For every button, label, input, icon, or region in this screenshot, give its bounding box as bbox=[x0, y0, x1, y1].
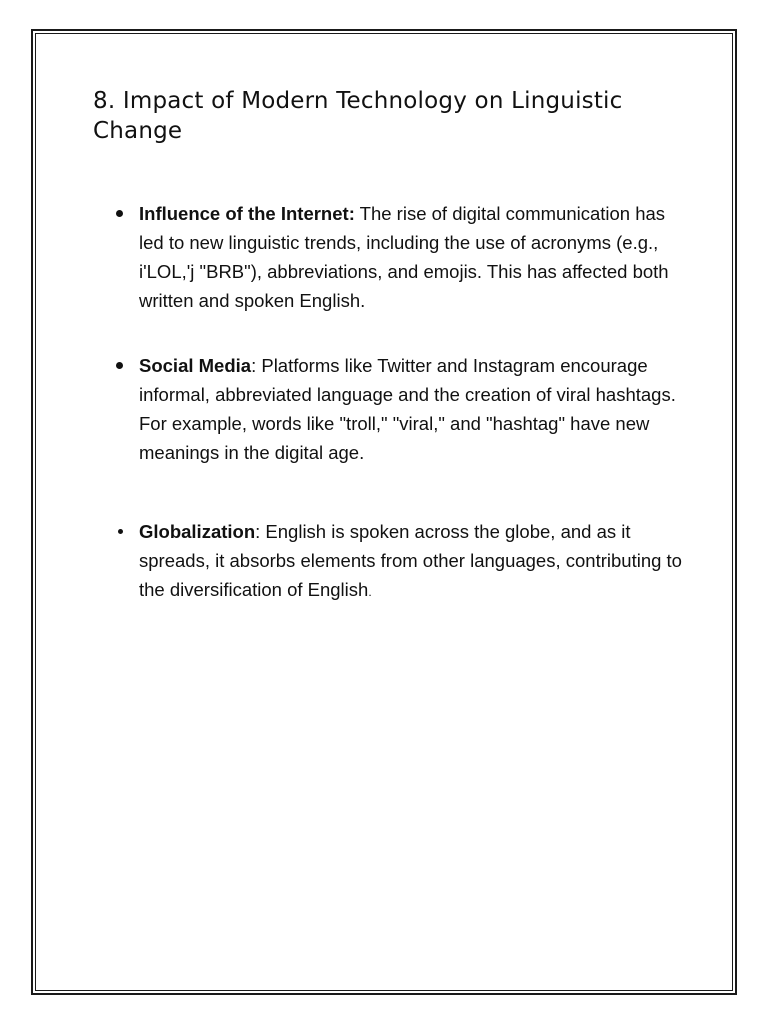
bullet-colon: : bbox=[251, 355, 257, 376]
bullet-term: Globalization bbox=[139, 521, 256, 542]
bullet-icon bbox=[116, 362, 123, 369]
bullet-colon: : bbox=[255, 521, 261, 542]
bullet-colon: : bbox=[348, 203, 355, 224]
bullet-text: Platforms like Twitter and Instagram encourage informal, abbreviated language and the creation of viral hashtags. For example, words like "troll," "viral," and "hashtag" have new meanings in the digital age. bbox=[139, 355, 676, 463]
bullet-term: Social Media bbox=[139, 355, 252, 376]
bullet-text: The rise of digital communication has led to new linguistic trends, including the use of acronyms (e.g., i'LOL,'j "BRB"), abbreviations, and emojis. This has affected both written and spoken English. bbox=[139, 203, 669, 311]
bullet-item-social-media bbox=[139, 351, 684, 467]
section-heading: 8. Impact of Modern Technology on Linguistic Change bbox=[93, 88, 623, 144]
bullet-icon bbox=[118, 529, 123, 534]
bullet-end-period: . bbox=[368, 585, 372, 599]
bullet-icon bbox=[116, 210, 123, 217]
bullet-list bbox=[139, 199, 684, 607]
bullet-text: English is spoken across the globe, and as it spreads, it absorbs elements from other languages, contributing to the diversification of English bbox=[139, 521, 682, 600]
bullet-term: Influence of the Internet bbox=[139, 203, 349, 224]
bullet-item-internet bbox=[139, 199, 684, 315]
bullet-item-globalization bbox=[139, 517, 684, 607]
